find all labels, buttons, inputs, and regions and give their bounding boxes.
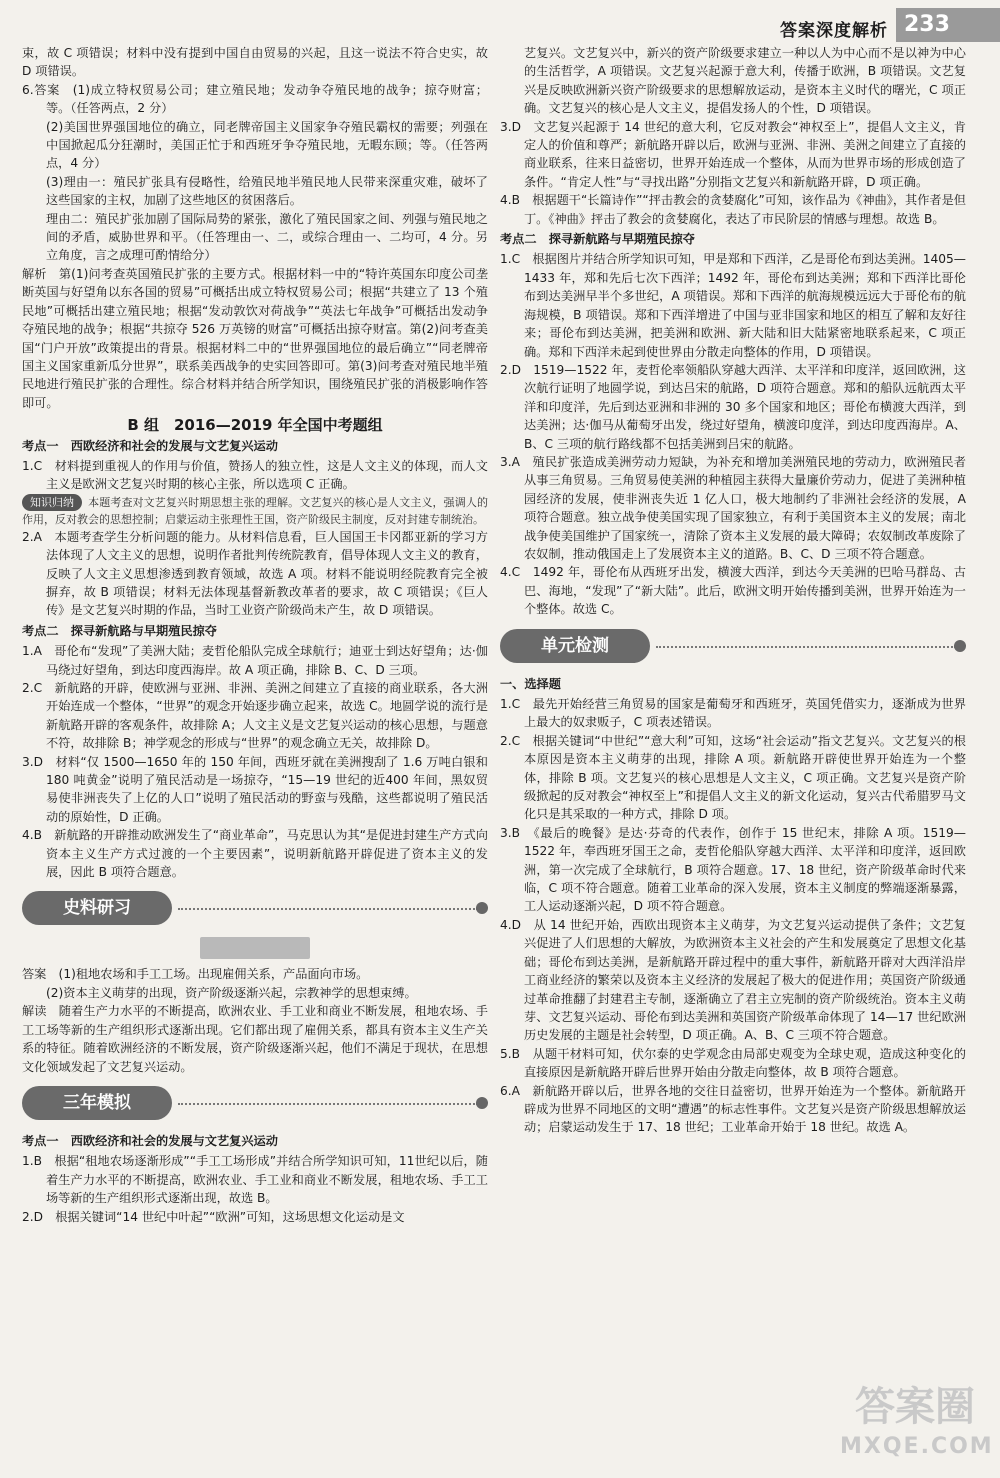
section-subtitle: 一、选择题 <box>500 676 561 691</box>
material-label-block <box>200 937 310 959</box>
answer-item: 1.B 根据“租地农场逐渐形成”“手工工场形成”并结合所学知识可知，11世纪以后，随着生产力水平的不断提高，欧洲农业、手工业和商业不断发展，租地农场、手工工场等新的生产组织形式逐渐出现，故选 B。 <box>22 1154 488 1206</box>
page-number: 233 <box>896 8 1000 42</box>
q6-analysis: 解析 第(1)问考查英国殖民扩张的主要方式。根据材料一中的“特许英国东印度公司垄断英国与好望角以东各国的贸易”可概括出成立特权贸易公司；根据“共建立了 13 个殖民地”可概括出建立殖民地；根据“发动敦饮对荷战争”“英法七年战争”可概括出发动争夺殖民地的战争；根据“共掠夺 526 万英镑的财富”可概括出掠夺财富。第(2)问考查美国“门户开放”政策提出的背景。根据材料二中的“世界强国地位的最后确立”“同老牌帝国主义国家重新瓜分世界”，联系美西战争的史实回答即可。第(3)问考查对殖民地半殖民地进行殖民扩张的合理性。综合材料并结合所学知识，围绕殖民扩张的消极影响作答即可。 <box>22 266 488 410</box>
answer-item: 1.C 最先开始经营三角贸易的国家是葡萄牙和西班牙，英国凭借实力，逐渐成为世界上最大的奴隶贩子，C 项表述错误。 <box>500 697 966 730</box>
answer-item: 3.D 文艺复兴起源于 14 世纪的意大利，它反对教会“神权至上”，提倡人文主义，肯定人的价值和尊严；新航路开辟以后，欧洲与亚洲、非洲、美洲之间建立了直接的商业联系，往来日益密切，世界开始连成一个整体，从而为世界市场的形成创造了条件。“肯定人性”与“寻找出路”分别指文艺复兴和新航路开辟，D 项正确。 <box>500 119 966 189</box>
answer-item: 3.D 材料“仅 1500—1650 年的 150 年间，西班牙就在美洲搜刮了 1.6 万吨白银和 180 吨黄金”说明了殖民活动是一场掠夺，“15—19 世纪的近400 年间，黑奴贸易使非洲丧失了上亿的人口”说明了殖民活动的野蛮与残酷，这些都说明了殖民活动的原始性，D 正确。 <box>22 754 488 824</box>
banner-label: 三年模拟 <box>22 1086 172 1120</box>
answer-item: 4.D 从 14 世纪开始，西欧出现资本主义萌芽，为文艺复兴运动提供了条件；文艺复兴促进了人们思想的大解放，为欧洲资本主义社会的产生和发展奠定了思想文化基础；哥伦布到达美洲，是新航路开辟过程中的重大事件，新航路开辟对大西洋沿岸工商业经济的繁荣以及资本主义经济的发展起了极大的促进作用；英国资产阶级通过革命推翻了封建君主专制，逐渐确立了君主立宪制的资产阶级统治。资本主义萌芽、文艺复兴运动、哥伦布到达美洲和英国资产阶级革命体现了 14—17 世纪欧洲历史发展的主题是社会转型，D 项正确。A、B、C 三项不符合题意。 <box>500 917 966 1043</box>
banner-dot-icon <box>954 640 966 652</box>
banner-divider <box>178 1103 478 1105</box>
section-banner <box>22 1086 488 1124</box>
left-column <box>22 44 488 1226</box>
answer-item: 4.B 根据题干“长篇诗作”“抨击教会的贪婪腐化”可知，该作品为《神曲》，其作者是但丁。《神曲》抨击了教会的贪婪腐化，表达了市民阶层的情感与理想。故选 B。 <box>500 193 966 226</box>
answer-item: 2.C 根据关键词“中世纪”“意大利”可知，这场“社会运动”指文艺复兴。文艺复兴的根本原因是资本主义萌芽的出现，排除 A 项。新航路开辟使世界开始连为一个整体，排除 B 项。文艺复兴的核心思想是人文主义，C 项正确。文艺复兴是资产阶级掀起的反对教会“神权至上”和提倡人文主义的新文化运动，复兴古代希腊罗马文化只是其采取的一种方式，排除 D 项。 <box>500 733 966 822</box>
page-header <box>0 8 1000 42</box>
banner-label: 单元检测 <box>500 629 650 663</box>
section-banner <box>22 891 488 929</box>
answer-item: 2.D 根据关键词“14 世纪中叶起”“欧洲”可知，这场思想文化运动是文 <box>22 1209 405 1224</box>
watermark-url: MXQE.COM <box>840 1434 994 1459</box>
banner-divider <box>656 646 956 648</box>
header-title: 答案深度解析 <box>780 21 888 41</box>
banner-dot-icon <box>476 1097 488 1109</box>
tip-text: 本题考查对文艺复兴时期思想主张的理解。文艺复兴的核心是人文主义，强调人的作用，反对教会的思想控制；启蒙运动主张理性王国，资产阶级民主制度，反对封建专制统治。 <box>22 495 488 526</box>
answer-item: 3.B 《最后的晚餐》是达·芬奇的代表作，创作于 15 世纪末，排除 A 项。1519—1522 年，奉西班牙国王之命，麦哲伦船队穿越大西洋、太平洋和印度洋，返回欧洲，第一次完成了全球航行，B 项符合题意。17、18 世纪，资产阶级革命时代来临，C 项不符合题意。随着工业革命的深入发展，资本主义制度的弊端逐渐暴露，工人运动逐渐兴起，D 项不符合题意。 <box>500 825 966 914</box>
intro-text: 束，故 C 项错误；材料中没有提到中国自由贸易的兴起，且这一说法不符合史实，故 D 项错误。 <box>22 46 488 79</box>
q6-answer: 6.答案 (1)成立特权贸易公司；建立殖民地；发动争夺殖民地的战争；掠夺财富；等。（任答两点，2 分） <box>22 82 488 116</box>
banner-divider <box>178 908 478 910</box>
source-answer-part2: (2)资本主义萌芽的出现，资产阶级逐渐兴起，宗教神学的思想束缚。 <box>46 985 417 1000</box>
answer-item: 5.B 从题干材料可知，伏尔泰的史学观念由局部史观变为全球史观，造成这种变化的直接原因是新航路开辟后世界开始由分散走向整体，故 B 项符合题意。 <box>500 1046 966 1080</box>
watermark-logo <box>840 1382 994 1472</box>
answer-item: 2.A 本题考查学生分析问题的能力。从材料信息看，巨人国国王卡冈都亚新的学习方法体现了人文主义的思想，说明作者批判传统院教育，倡导体现人文主义的教育，反映了人文主义思想渗透到教育领域，故选 A 项。材料不能说明经院教育完全被摒弃，故 B 项错误；材料无法体现基督新教改革者的要求，故 C 项错误；《巨人传》是文艺复兴时期的作品，当时工业资产阶级尚未产生，故 D 项错误。 <box>22 529 488 618</box>
answer-item: 6.A 新航路开辟以后，世界各地的交往日益密切，世界开始连为一个整体。新航路开辟成为世界不同地区的文明“遭遇”的标志性事件。文艺复兴是资产阶级思想解放运动；启蒙运动发生于 17、18 世纪；工业革命开始于 18 世纪。故选 A。 <box>500 1083 966 1135</box>
section-title: 考点二 探寻新航路与早期殖民掠夺 <box>22 623 217 638</box>
answer-item: 4.B 新航路的开辟推动欧洲发生了“商业革命”，马克思认为其“是促进封建生产方式向资本主义生产方式过渡的一个主要因素”，说明新航路开辟促进了资本主义的发展，因此 B 项符合题意。 <box>22 828 488 880</box>
section-title: 考点一 西欧经济和社会的发展与文艺复兴运动 <box>22 438 278 453</box>
knowledge-tip <box>22 494 488 528</box>
banner-dot-icon <box>476 902 488 914</box>
banner-label: 史料研习 <box>22 891 172 925</box>
right-column <box>500 44 966 1137</box>
answer-item: 2.D 1519—1522 年，麦哲伦率领船队穿越大西洋、太平洋和印度洋，返回欧洲，这次航行证明了地圆学说，到达吕宋的航路，D 项符合题意。郑和的船队远航西太平洋和印度洋，先后到达亚洲和非洲的 30 多个国家和地区；哥伦布横渡大西洋，到达美洲；达·伽马从葡萄牙出发，绕过好望角，横渡印度洋，到达印度西海岸。A、B、C 三项的航行路线都不包括美洲到吕宋的航路。 <box>500 362 966 451</box>
q6-part3: (3)理由一：殖民扩张具有侵略性，给殖民地半殖民地人民带来深重灾难，破坏了这些国家的主权，加剧了这些地区的贫困落后。 <box>46 174 488 208</box>
source-answer: 答案 (1)租地农场和手工工场。出现雇佣关系，产品面向市场。 <box>22 967 369 982</box>
answer-item: 2.C 新航路的开辟，使欧洲与亚洲、非洲、美洲之间建立了直接的商业联系，各大洲开始连成一个整体，“世界”的观念开始逐步确立起来，故选 C。地圆学说的流行是新航路开辟的客观条件，故排除 A；人文主义是文艺复兴运动的核心思想，与题意不符，故排除 B；神学观念的形成与“世界”的观念确立无关，故排除 D。 <box>22 681 488 751</box>
answer-item: 1.C 材料提到重视人的作用与价值，赞扬人的独立性，这是人文主义的体现，而人文主义是欧洲文艺复兴时期的核心主张，所以选项 C 正确。 <box>22 458 488 492</box>
watermark-text: 答案圈 <box>855 1384 975 1430</box>
answer-item: 3.A 殖民扩张造成美洲劳动力短缺，为补充和增加美洲殖民地的劳动力，欧洲殖民者从事三角贸易。三角贸易使美洲的种植园主获得大量廉价劳动力，促进了美洲种植园经济的发展，使非洲丧失近 1 亿人口，极大地制约了非洲社会经济的发展，A 项符合题意。独立战争使美国实现了国家独立，有利于美国资本主义的发展；南北战争使美国维护了国家统一，清除了资本主义发展的最大障碍；农奴制改革废除了农奴制，推动俄国走上了发展资本主义的道路。B、C、D 三项不符合题意。 <box>500 454 966 561</box>
source-interpretation: 解读 随着生产力水平的不断提高，欧洲农业、手工业和商业不断发展，租地农场、手工工场等新的生产组织形式逐渐出现。它们都出现了雇佣关系，都具有资本主义生产关系的特征。随着欧洲经济的不断发展，资产阶级逐渐兴起，他们不满足于现状，在思想文化领域发起了文艺复兴运动。 <box>22 1004 488 1074</box>
group-b-title: B 组 2016—2019 年全国中考题组 <box>127 416 383 435</box>
q6-part4: 理由二：殖民扩张加剧了国际局势的紧张，激化了殖民国家之间、列强与殖民地之间的矛盾，威胁世界和平。（任答理由一、二，或综合理由一、二均可，4 分。另立角度，言之成理可酌情给分） <box>46 211 488 263</box>
section-title: 考点一 西欧经济和社会的发展与文艺复兴运动 <box>22 1133 278 1148</box>
answer-item: 1.C 根据图片并结合所学知识可知，甲是郑和下西洋，乙是哥伦布到达美洲。1405—1433 年，郑和先后七次下西洋；1492 年，哥伦布到达美洲；郑和下西洋比哥伦布到达美洲早半个多世纪，A 项错误。郑和下西洋的航海规模远远大于哥伦布的航海规模，B 项错误。郑和下西洋增进了中国与亚非国家和地区的相互了解和友好往来；哥伦布到达美洲，把美洲和欧洲、新大陆和旧大陆紧密地联系起来，C 项正确。郑和下西洋未起到使世界由分散走向整体的作用，D 项错误。 <box>500 252 966 359</box>
section-title: 考点二 探寻新航路与早期殖民掠夺 <box>500 232 695 247</box>
continued-text: 艺复兴。文艺复兴中，新兴的资产阶级要求建立一种以人为中心而不是以神为中心的生活哲学，A 项错误。文艺复兴起源于意大利，传播于欧洲，B 项错误。文艺复兴是反映欧洲新兴资产阶级要求的思想解放运动，是资本主义时代的曙光，C 项正确。文艺复兴的核心是人文主义，提倡发扬人的个性，D 项错误。 <box>524 46 966 116</box>
tip-tag: 知识归纳 <box>22 494 82 511</box>
answer-item: 4.C 1492 年，哥伦布从西班牙出发，横渡大西洋，到达今天美洲的巴哈马群岛、古巴、海地，“发现”了“新大陆”。此后，欧洲文明开始传播到美洲，世界开始连为一个整体。故选 C。 <box>500 565 966 617</box>
section-banner <box>500 629 966 667</box>
answer-item: 1.A 哥伦布“发现”了美洲大陆；麦哲伦船队完成全球航行；迪亚士到达好望角；达·伽马绕过好望角，到达印度西海岸。故 A 项正确，排除 B、C、D 三项。 <box>22 644 488 677</box>
q6-part2: (2)美国世界强国地位的确立，同老牌帝国主义国家争夺殖民霸权的需要；列强在中国掀起瓜分狂潮时，美国正忙于和西班牙争夺殖民地，无暇东顾；等。（任答两点，4 分） <box>46 119 488 171</box>
